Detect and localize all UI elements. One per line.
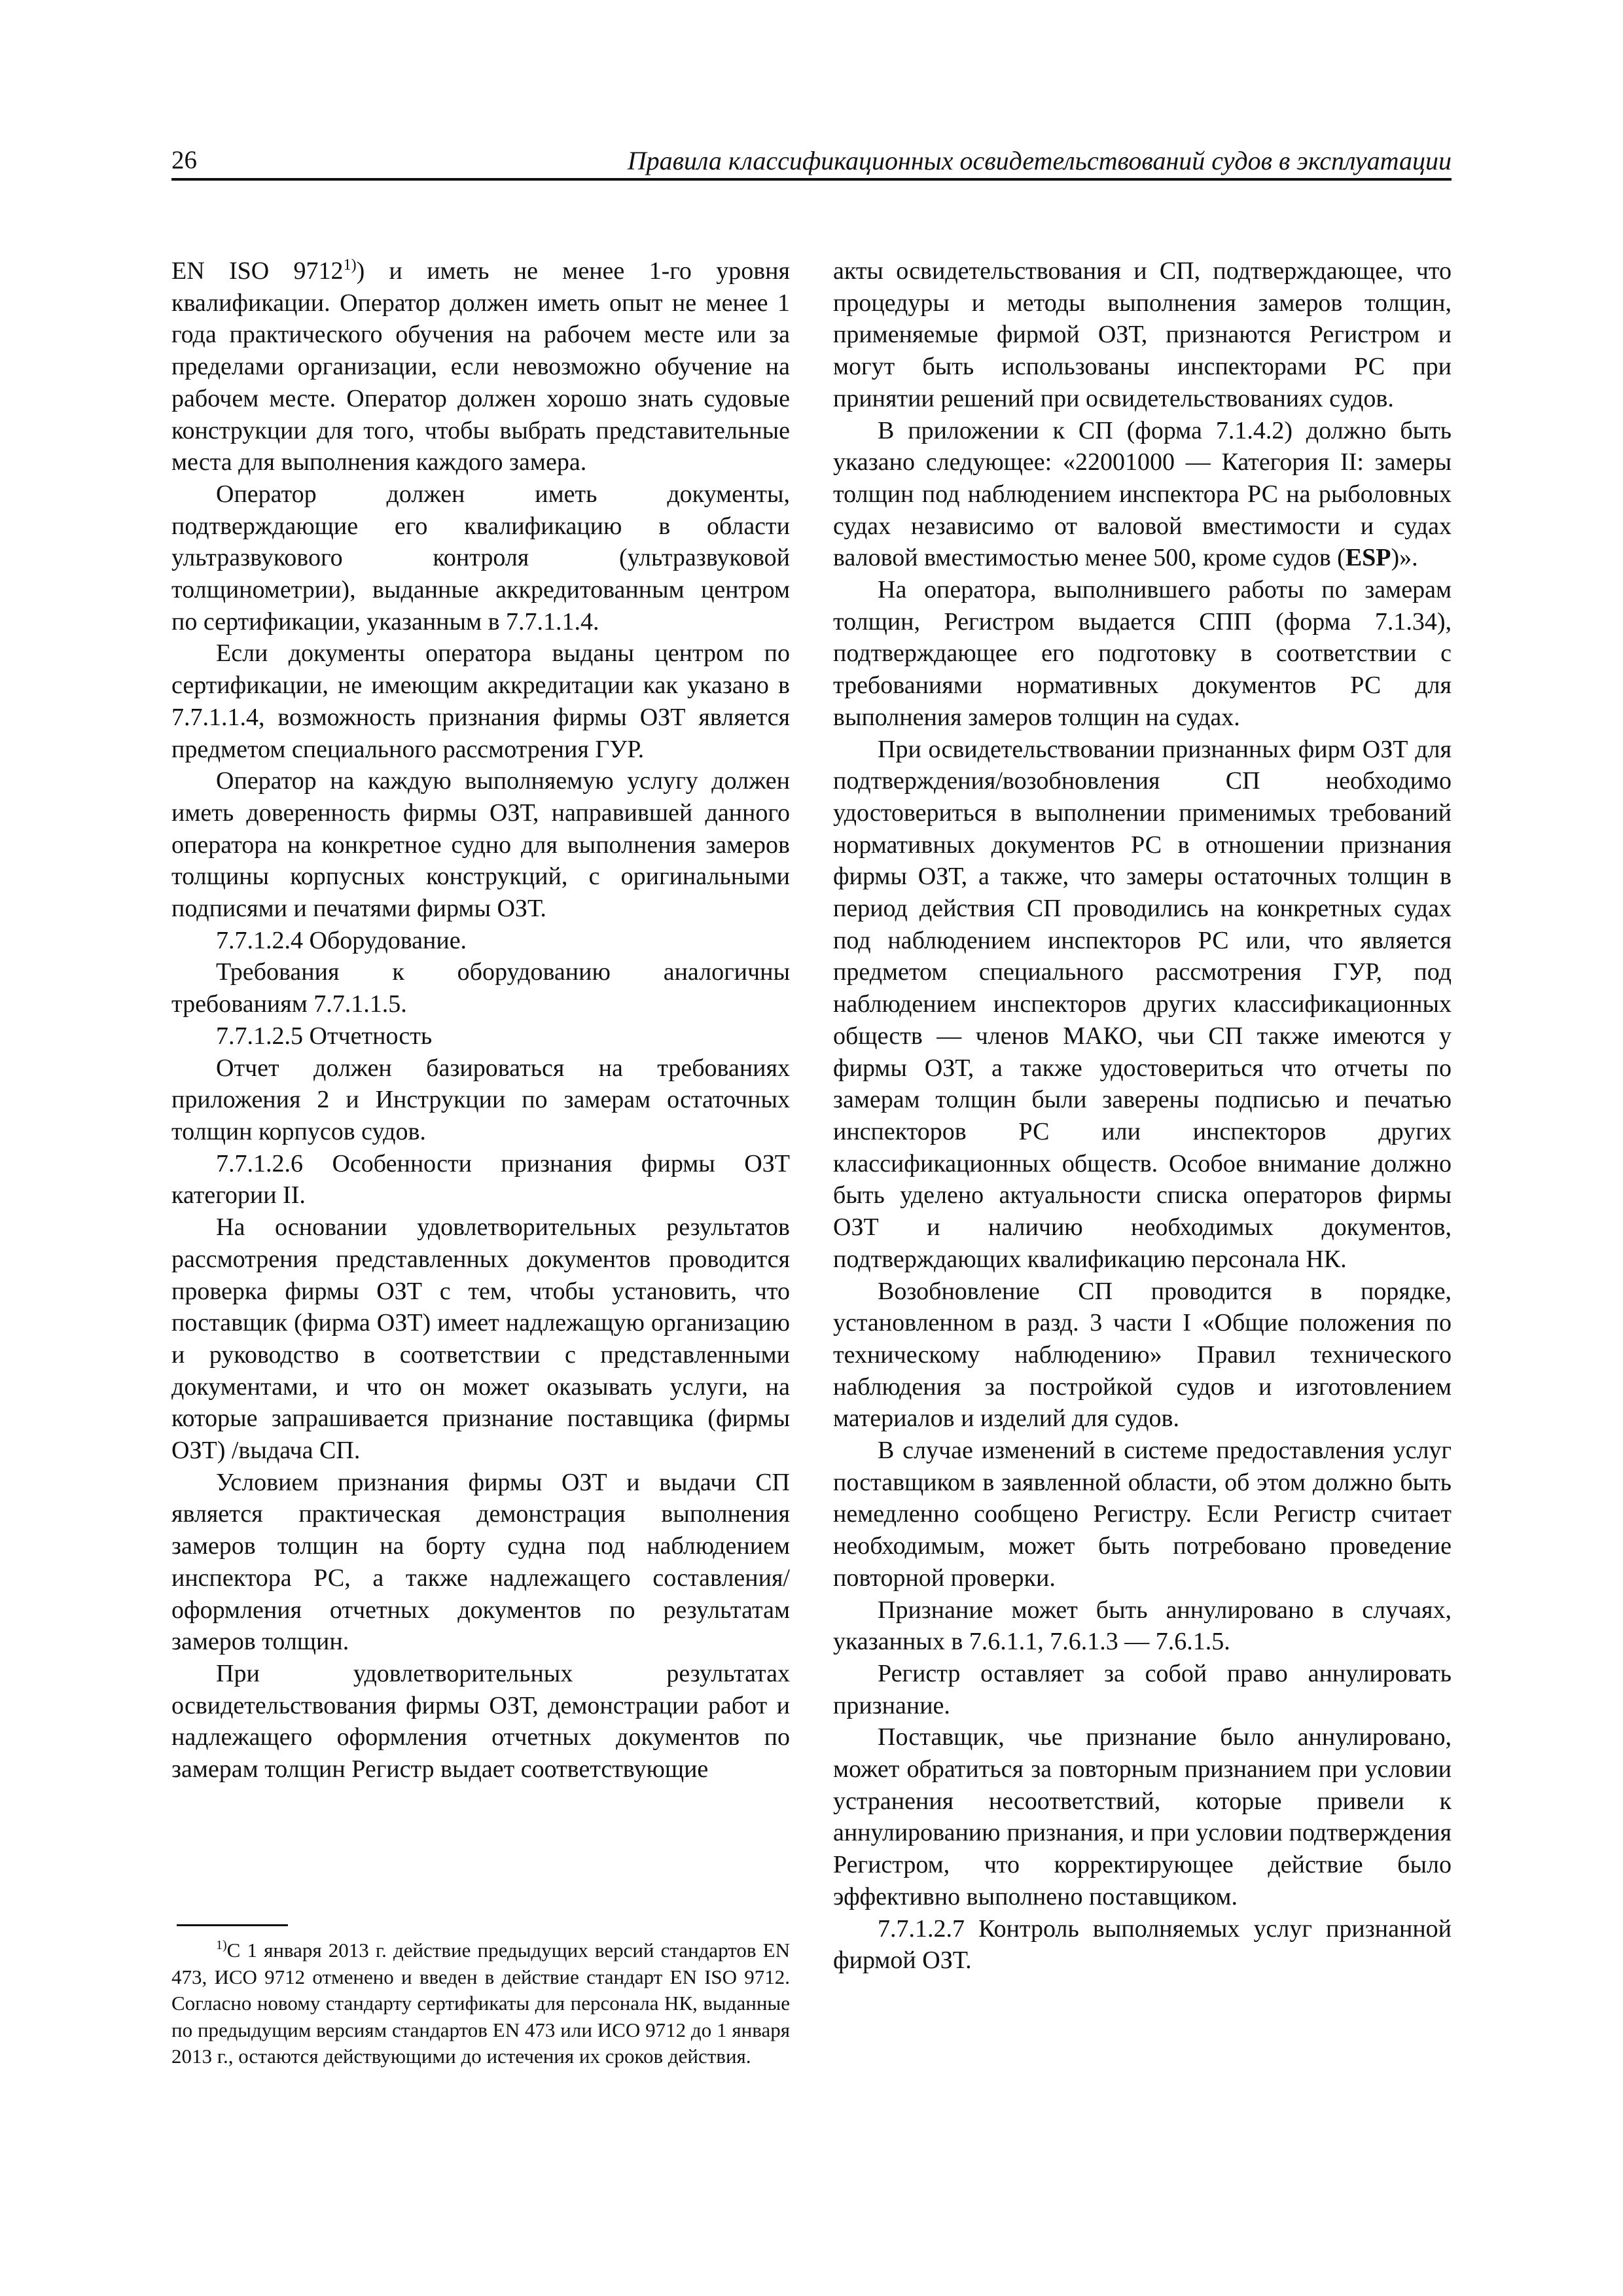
paragraph: акты освидетельствования и СП, подтверждающее, что процедуры и методы выполнения замеров толщин, применяемые фирмой ОЗТ, признаются Регистром и могут быть использованы инспекторами РС при принятии решений при освидетельствованиях судов. <box>833 257 1452 412</box>
paragraph: Оператор должен иметь документы, подтверждающие его квалификацию в области ультразвукового контроля (ультразвуковой толщинометрии), выданные аккредитованным центром по сертификации, указанным в 7.7.1.1.4. <box>171 480 790 636</box>
text-span: )». <box>1391 544 1418 572</box>
paragraph: Отчет должен базироваться на требованиях приложения 2 и Инструкции по замерам остаточных толщин корпусов судов. <box>171 1054 790 1145</box>
footnote-marker: 1) <box>216 1938 227 1952</box>
paragraph: На основании удовлетворительных результатов рассмотрения представленных документов проводится проверка фирмы ОЗТ с тем, чтобы установить, что поставщик (фирма ОЗТ) имеет надлежащую организацию и руководство в соответствии с представленными документами, и что он может оказывать услуги, на которые запрашивается признание поставщика (фирмы ОЗТ) /выдача СП. <box>171 1213 790 1465</box>
paragraph: Условием признания фирмы ОЗТ и выдачи СП является практическая демонстрация выполнения замеров толщин на борту судна под наблюдением инспектора РС, а также надлежащего составления/ оформления отчетных документов по результатам замеров толщин. <box>171 1468 790 1656</box>
paragraph: Поставщик, чье признание было аннулировано, может обратиться за повторным признанием при условии устранения несоответствий, которые привели к аннулированию признания, и при условии подтверждения Регистром, что корректирующее действие было эффективно выполнено поставщиком. <box>833 1723 1452 1910</box>
left-column <box>171 255 790 1785</box>
running-title: Правила классификационных освидетельствований судов в эксплуатации <box>627 146 1452 175</box>
text-span: В приложении к СП (форма 7.1.4.2) должно быть указано следующее: «22001000 — Категория II: замеры толщин под наблюдением инспектора РС на рыболовных судах независимо от валовой вместимости и судах валовой вместимостью менее 500, кроме судов ( <box>833 416 1452 572</box>
footnote-ref: 1) <box>343 257 357 274</box>
paragraph <box>833 415 1452 575</box>
paragraph: Требования к оборудованию аналогичны требованиям 7.7.1.1.5. <box>171 958 790 1018</box>
text-span: ) и иметь не менее 1-го уровня квалификации. Оператор должен иметь опыт не менее 1 года практического обучения на рабочем месте или за пределами организации, если невозможно обучение на рабочем месте. Оператор должен хорошо знать судовые конструкции для того, чтобы выбрать представительные места для выполнения каждого замера. <box>171 257 790 476</box>
paragraph: При освидетельствовании признанных фирм ОЗТ для подтверждения/возобновления СП необходимо удостовериться в выполнении применимых требований нормативных документов РС в отношении признания фирмы ОЗТ, а также, что замеры остаточных толщин в период действия СП проводились на конкретных судах под наблюдением инспекторов РС или, что является предметом специального рассмотрения ГУР, под наблюдением инспекторов других классификационных обществ — членов МАКО, чьи СП также имеются у фирмы ОЗТ, а также удостовериться что отчеты по замерам толщин были заверены подписью и печатью инспекторов РС или инспекторов других классификационных обществ. Особое внимание должно быть уделено актуальности списка операторов фирмы ОЗТ и наличию необходимых документов, подтверждающих квалификацию персонала НК. <box>833 735 1452 1273</box>
right-column <box>833 255 1452 1977</box>
page-number: 26 <box>171 146 197 174</box>
footnote-text <box>171 1937 790 2070</box>
paragraph: Оператор на каждую выполняемую услугу должен иметь доверенность фирмы ОЗТ, направившей данного оператора на конкретное судно для выполнения замеров толщины корпусных конструкций, с оригинальными подписями и печатями фирмы ОЗТ. <box>171 767 790 923</box>
section-heading: 7.7.1.2.5 Отчетность <box>216 1022 433 1050</box>
paragraph: Если документы оператора выданы центром по сертификации, не имеющим аккредитации как указано в 7.7.1.1.4, возможность признания фирмы ОЗТ является предметом специального рассмотрения ГУР. <box>171 639 790 763</box>
section-heading: 7.7.1.2.6 Особенности признания фирмы ОЗТ категории II. <box>171 1149 790 1210</box>
text-span: С 1 января 2013 г. действие предыдущих версий стандартов EN 473, ИСО 9712 отменено и введен в действие стандарт EN ISO 9712. Согласно новому стандарту сертификаты для персонала НК, выданные по предыдущим версиям стандартов EN 473 или ИСО 9712 до 1 января 2013 г., остаются действующими до истечения их сроков действия. <box>171 1939 790 2068</box>
paragraph: Признание может быть аннулировано в случаях, указанных в 7.6.1.1, 7.6.1.3 — 7.6.1.5. <box>833 1596 1452 1656</box>
paragraph: На оператора, выполнившего работы по замерам толщин, Регистром выдается СПП (форма 7.1.34), подтверждающее его подготовку в соответствии с требованиями нормативных документов РС для выполнения замеров толщин на судах. <box>833 576 1452 731</box>
text-span: EN ISO 9712 <box>171 257 344 285</box>
paragraph: При удовлетворительных результатах освидетельствования фирмы ОЗТ, демонстрации работ и надлежащего оформления отчетных документов по замерам толщин Регистр выдает соответствующие <box>171 1659 790 1784</box>
footnote <box>171 1937 790 2070</box>
bold-text: ESP <box>1345 544 1391 572</box>
section-heading: 7.7.1.2.7 Контроль выполняемых услуг признанной фирмой ОЗТ. <box>833 1914 1452 1975</box>
paragraph: Возобновление СП проводится в порядке, установленном в разд. 3 части I «Общие положения по техническому наблюдению» Правил технического наблюдения за постройкой судов и изготовлением материалов и изделий для судов. <box>833 1277 1452 1433</box>
footnote-rule <box>177 1924 288 1926</box>
header-rule <box>171 178 1452 181</box>
section-heading: 7.7.1.2.4 Оборудование. <box>216 926 467 954</box>
paragraph: В случае изменений в системе предоставления услуг поставщиком в заявленной области, об этом должно быть немедленно сообщено Регистру. Если Регистр считает необходимым, может быть потребовано проведение повторной проверки. <box>833 1437 1452 1592</box>
paragraph <box>171 255 790 478</box>
paragraph: Регистр оставляет за собой право аннулировать признание. <box>833 1659 1452 1719</box>
